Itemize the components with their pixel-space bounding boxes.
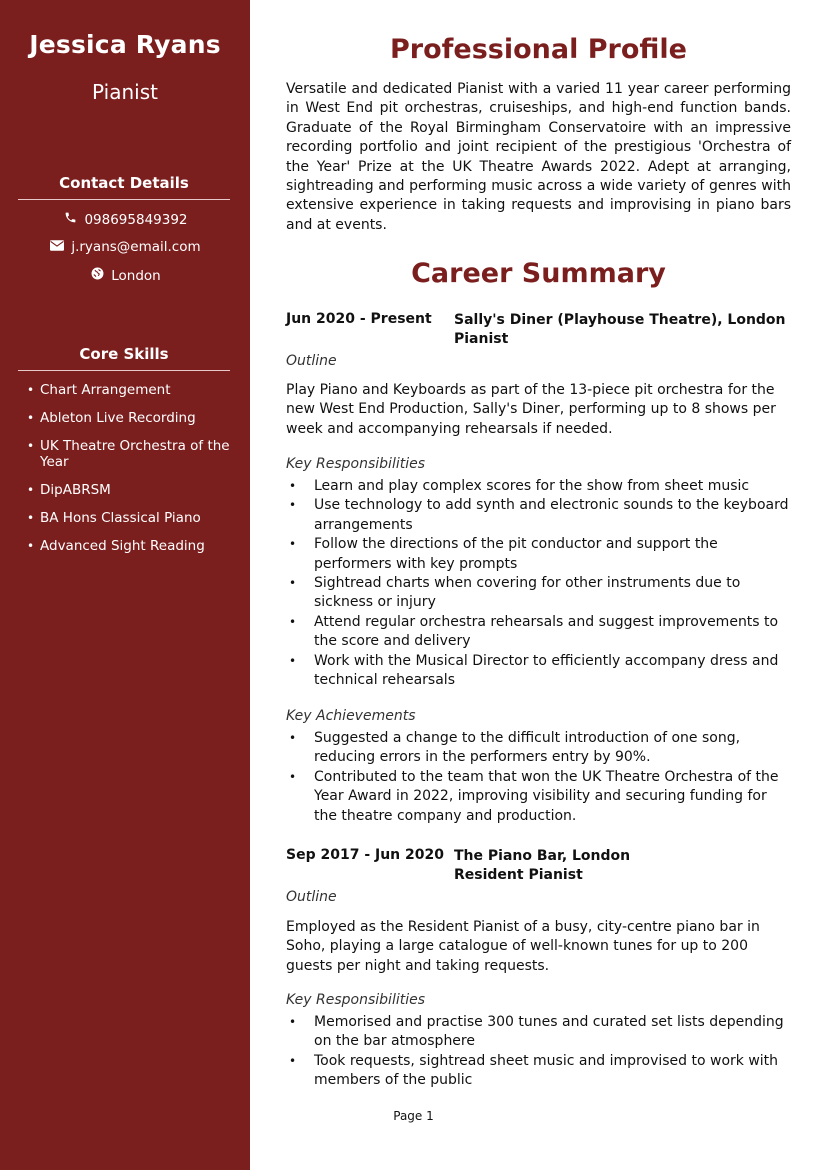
job-dates: Sep 2017 - Jun 2020 [286,847,444,863]
skill-item: • Ableton Live Recording [27,410,237,426]
job-role: Resident Pianist [454,867,583,883]
contact-heading: Contact Details [59,174,189,192]
job-company-name: Sally's Diner (Playhouse Theatre), London [454,312,786,328]
sidebar [0,0,250,1170]
contact-location [0,267,250,284]
list-item: • Sightread charts when covering for other instruments due to sickness or injury [286,574,791,613]
skills-list [27,382,237,566]
achievements-list [286,729,791,826]
responsibilities-label: Key Responsibilities [286,456,426,472]
list-item: • Memorised and practise 300 tunes and curated set lists depending on the bar atmosphere [286,1013,791,1052]
envelope-icon [49,240,65,255]
candidate-title: Pianist [92,80,158,104]
list-item: • Follow the directions of the pit conductor and support the performers with key prompts [286,535,791,574]
career-heading: Career Summary [411,258,666,289]
skills-divider [18,370,230,371]
contact-email[interactable] [0,239,250,255]
candidate-name: Jessica Ryans [29,30,221,59]
outline-label: Outline [286,353,337,369]
job-company [454,847,630,885]
globe-icon [89,267,105,284]
responsibilities-list [286,477,791,690]
contact-phone[interactable] [0,211,250,228]
job-role: Pianist [454,331,509,347]
page-number [0,1109,827,1123]
profile-text: Versatile and dedicated Pianist with a varied 11 year career performing in West End pit orchestras, cruiseships, and high-end function bands. Graduate of the Royal Birmingham Conservatoire with an impressive recording portfolio and joint recipient of the prestigious 'Orchestra of the Year' Prize at the UK Theatre Awards 2022. Adept at arranging, sightreading and performing music across a wide variety of genres with extensive experience in taking requests and improvising in piano bars and at events. [286,81,791,233]
skill-item: • UK Theatre Orchestra of the Year [27,438,237,470]
achievements-label: Key Achievements [286,708,416,724]
job-company-name: The Piano Bar, London [454,848,631,864]
page-number-text: Page 1 [393,1109,434,1123]
contact-email-text: j.ryans@email.com [71,239,201,255]
list-item: • Learn and play complex scores for the show from sheet music [286,477,791,496]
contact-divider [18,199,230,200]
contact-location-text: London [111,268,161,284]
responsibilities-label: Key Responsibilities [286,992,426,1008]
list-item: • Work with the Musical Director to efficiently accompany dress and technical rehearsals [286,652,791,691]
skill-item: • Advanced Sight Reading [27,538,237,554]
list-item: • Took requests, sightread sheet music and improvised to work with members of the public [286,1052,791,1091]
outline-label: Outline [286,889,337,905]
list-item: • Attend regular orchestra rehearsals and suggest improvements to the score and delivery [286,613,791,652]
list-item: • Suggested a change to the difficult introduction of one song, reducing errors in the performers entry by 90%. [286,729,791,768]
skill-item: • Chart Arrangement [27,382,237,398]
skills-heading: Core Skills [79,345,169,363]
contact-phone-text: 098695849392 [84,212,188,228]
responsibilities-list [286,1013,791,1091]
job-dates: Jun 2020 - Present [286,311,432,327]
skill-item: • BA Hons Classical Piano [27,510,237,526]
job-company [454,311,786,349]
job-outline: Employed as the Resident Pianist of a busy, city-centre piano bar in Soho, playing a large catalogue of well-known tunes for up to 200 guests per night and taking requests. [286,919,760,974]
phone-icon [62,211,78,228]
skill-item: • DipABRSM [27,482,237,498]
list-item: • Use technology to add synth and electronic sounds to the keyboard arrangements [286,496,791,535]
job-outline: Play Piano and Keyboards as part of the 13-piece pit orchestra for the new West End Production, Sally's Diner, performing up to 8 shows per week and accompanying rehearsals if needed. [286,382,776,437]
list-item: • Contributed to the team that won the UK Theatre Orchestra of the Year Award in 2022, improving visibility and securing funding for the theatre company and production. [286,768,791,826]
profile-heading: Professional Profile [390,34,687,65]
